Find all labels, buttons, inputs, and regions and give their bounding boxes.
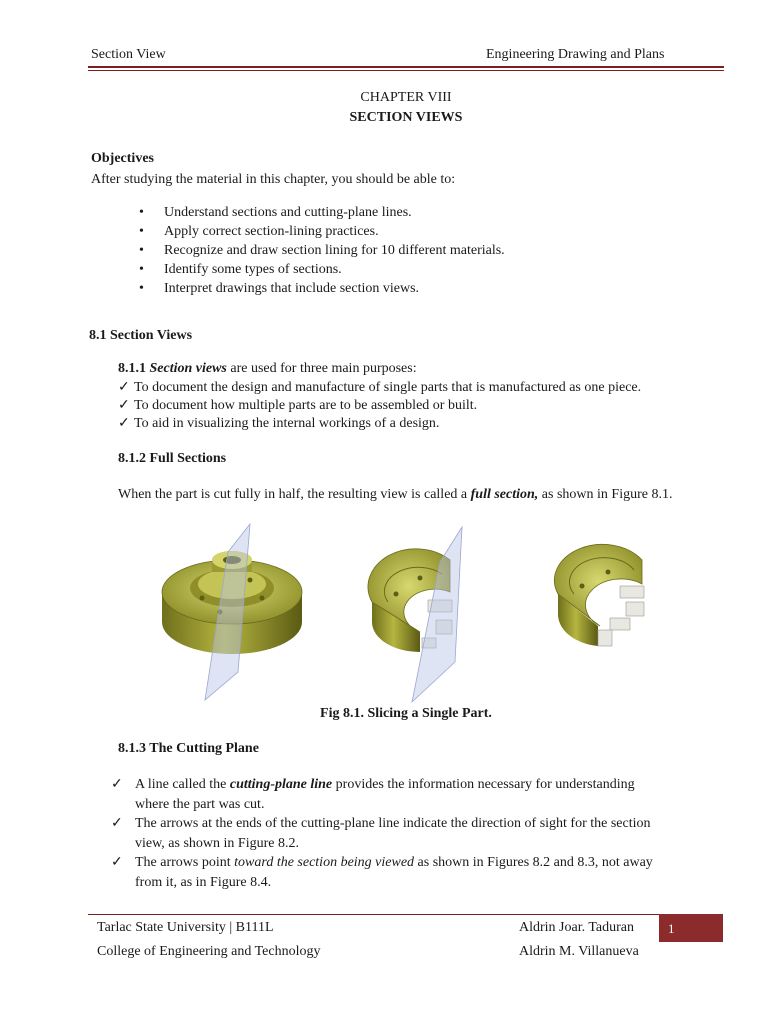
purpose-item: ✓ To aid in visualizing the internal workings of a design.	[118, 416, 440, 431]
cutting-plane-item: ✓ The arrows point toward the section being viewed as shown in Figures 8.2 and 8.3, not away from it, as in Figure 8.4.	[111, 855, 653, 890]
footer-author-1: Aldrin Joar. Taduran	[519, 920, 635, 935]
checkmark-icon: ✓	[111, 855, 123, 870]
checkmark-icon: ✓	[118, 398, 130, 413]
section-views-term: Section views	[149, 361, 227, 376]
section-8-1-2-heading: 8.1.2 Full Sections	[118, 451, 227, 466]
header-rule-thin	[88, 70, 724, 71]
section-8-1-1-intro	[118, 361, 417, 377]
footer-university: Tarlac State University | B111L	[97, 920, 274, 935]
objective-item: • Identify some types of sections.	[164, 260, 505, 279]
objective-item: • Recognize and draw section lining for 10 different materials.	[164, 241, 505, 260]
objectives-list	[164, 203, 505, 298]
footer-college: College of Engineering and Technology	[97, 944, 321, 959]
cutting-plane-item: ✓ A line called the cutting-plane line provides the information necessary for understanding where the part was cut.	[111, 777, 635, 812]
objectives-heading: Objectives	[91, 151, 154, 166]
sectioned-part	[554, 544, 644, 646]
header-left: Section View	[91, 47, 166, 62]
chapter-number: CHAPTER VIII	[360, 90, 452, 105]
section-8-1-heading: 8.1 Section Views	[89, 328, 193, 343]
purpose-item: ✓ To document how multiple parts are to be assembled or built.	[118, 398, 478, 413]
checkmark-icon: ✓	[111, 777, 123, 792]
full-section-paragraph: When the part is cut fully in half, the resulting view is called a full section, as shown in Figure 8.1.	[118, 487, 673, 502]
figure-slicing-part	[150, 522, 670, 707]
header-right: Engineering Drawing and Plans	[486, 47, 665, 62]
checkmark-icon: ✓	[111, 816, 123, 831]
purpose-list	[118, 379, 641, 433]
checkmark-icon: ✓	[118, 380, 130, 395]
objective-item: • Interpret drawings that include section views.	[164, 279, 505, 298]
cutting-plane-item: ✓ The arrows at the ends of the cutting-plane line indicate the direction of sight for the section view, as shown in Figure 8.2.	[111, 816, 651, 851]
objective-item: • Understand sections and cutting-plane lines.	[164, 203, 505, 222]
cutting-plane-line-term: cutting-plane line	[229, 777, 333, 792]
purpose-item: ✓ To document the design and manufacture of single parts that is manufactured as one piece.	[118, 380, 642, 395]
figure-caption: Fig 8.1. Slicing a Single Part.	[320, 706, 492, 721]
objective-item: • Apply correct section-lining practices.	[164, 222, 505, 241]
cutting-plane-list	[111, 775, 718, 892]
chapter-title: SECTION VIEWS	[349, 110, 463, 125]
section-8-1-1-rest: are used for three main purposes:	[226, 361, 417, 376]
section-8-1-3-heading: 8.1.3 The Cutting Plane	[118, 741, 259, 756]
footer-rule	[88, 914, 662, 915]
section-8-1-1-number: 8.1.1	[118, 361, 146, 376]
checkmark-icon: ✓	[118, 416, 130, 431]
page-number: 1	[659, 914, 723, 942]
full-section-term: full section,	[470, 487, 539, 502]
footer-author-2: Aldrin M. Villanueva	[519, 944, 639, 959]
objectives-intro: After studying the material in this chapter, you should be able to:	[91, 172, 456, 187]
toward-section-term: toward the section being viewed	[234, 855, 415, 870]
header-rule	[88, 66, 724, 68]
